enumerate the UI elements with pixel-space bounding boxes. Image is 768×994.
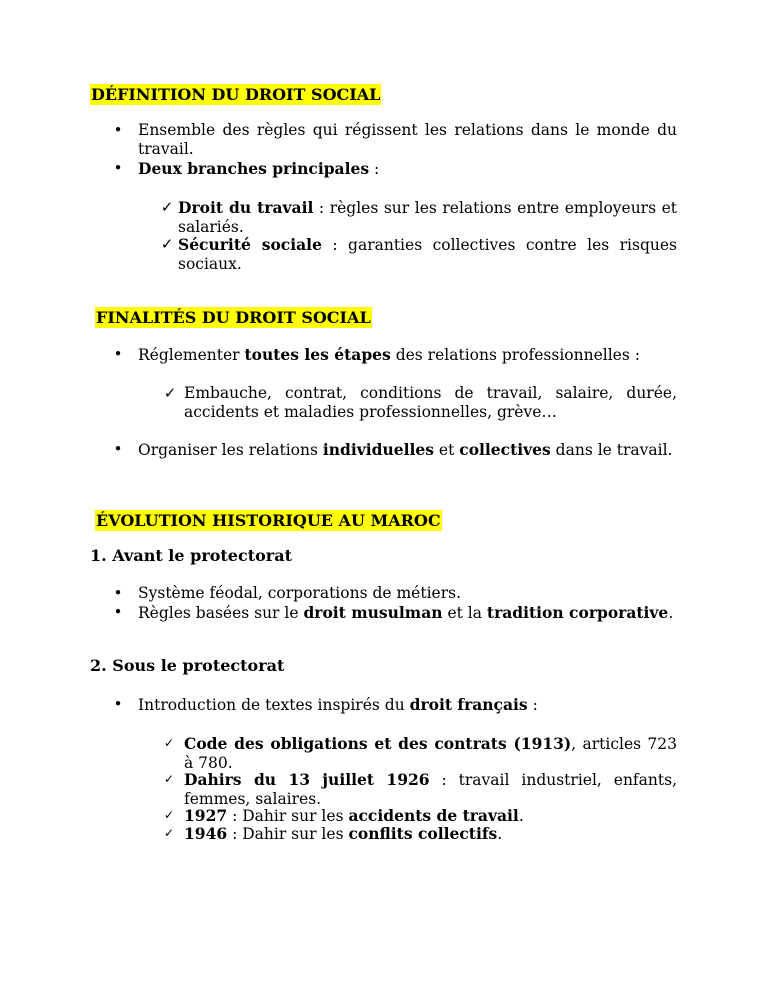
finalites-reglementer-text (138, 345, 677, 365)
bullet-icon: • (113, 121, 123, 139)
bullet-icon: • (113, 345, 123, 363)
plain-text: : (369, 160, 380, 178)
bullet-icon: • (113, 695, 123, 713)
checkmark-icon: ✓ (163, 736, 175, 750)
branch-droit-travail (178, 198, 677, 237)
plain-text: et (433, 441, 460, 459)
plain-text: : travail industriel, enfants, femmes, salaires. (184, 771, 677, 808)
bold-text: Sécurité sociale (178, 235, 322, 254)
bullet-icon: • (113, 603, 123, 621)
section-heading-finalites: FINALITÉS DU DROIT SOCIAL (96, 308, 371, 327)
plain-text: Règles basées sur le (138, 604, 304, 622)
subheading-sous-protectorat: 2. Sous le protectorat (90, 656, 285, 675)
plain-text: : règles sur les relations entre employeurs et salariés. (178, 199, 678, 236)
bullet-icon: • (113, 159, 123, 177)
bold-text: 1946 (184, 824, 228, 843)
definition-branches-text (138, 159, 677, 179)
section-heading-definition: DÉFINITION DU DROIT SOCIAL (91, 85, 381, 104)
texte-dahir-1927 (184, 806, 677, 826)
plain-text: . (518, 807, 524, 825)
plain-text: : garanties collectives contre les risques sociaux. (178, 236, 677, 273)
checkmark-icon: ✓ (160, 198, 174, 216)
texte-dahirs-1926 (184, 770, 677, 809)
checkmark-icon: ✓ (163, 808, 175, 822)
plain-text: : Dahir sur les (227, 825, 349, 843)
finalites-etapes-list: Embauche, contrat, conditions de travail, salaire, durée, accidents et maladies professionnelles, grève… (184, 384, 677, 421)
bold-text: Dahirs du 13 juillet 1926 (184, 770, 430, 789)
plain-text: Organiser les relations (138, 441, 323, 459)
bold-text: conflits collectifs (348, 824, 498, 843)
bold-text: individuelles (322, 440, 434, 459)
plain-text: et la (442, 604, 487, 622)
plain-text: Introduction de textes inspirés du (138, 696, 410, 714)
sous-introduction-textes (138, 695, 677, 715)
avant-systeme-feodal: Système féodal, corporations de métiers. (138, 584, 461, 602)
bullet-icon: • (113, 440, 123, 458)
bullet-icon: • (113, 584, 123, 602)
plain-text: . (497, 825, 503, 843)
section-heading-evolution: ÉVOLUTION HISTORIQUE AU MAROC (96, 511, 441, 530)
checkmark-icon: ✓ (160, 235, 174, 253)
plain-text: , articles 723 à 780. (184, 735, 678, 772)
bold-text: droit français (409, 695, 528, 714)
bold-text: droit musulman (303, 603, 443, 622)
bold-text: Deux branches principales (138, 159, 370, 178)
definition-bullet-text: Ensemble des règles qui régissent les relations dans le monde du travail. (138, 121, 677, 158)
bold-text: 1927 (184, 806, 228, 825)
finalites-organiser-text (138, 440, 698, 460)
bold-text: Code des obligations et des contrats (1913) (184, 734, 572, 753)
branch-securite-sociale (178, 235, 677, 274)
bold-text: collectives (459, 440, 551, 459)
bold-text: toutes les étapes (244, 345, 391, 364)
texte-dahir-1946 (184, 824, 677, 844)
checkmark-icon: ✓ (163, 384, 177, 402)
checkmark-icon: ✓ (163, 826, 175, 840)
texte-code-obligations (184, 734, 677, 773)
subheading-avant-protectorat: 1. Avant le protectorat (90, 546, 292, 565)
bold-text: accidents de travail (348, 806, 519, 825)
avant-regles-basees (138, 603, 677, 623)
plain-text: : (527, 696, 538, 714)
plain-text: . (668, 604, 674, 622)
bold-text: Droit du travail (178, 198, 314, 217)
plain-text: dans le travail. (550, 441, 673, 459)
bold-text: tradition corporative (486, 603, 669, 622)
plain-text: des relations professionnelles : (390, 346, 640, 364)
plain-text: : Dahir sur les (227, 807, 349, 825)
checkmark-icon: ✓ (163, 772, 175, 786)
plain-text: Réglementer (138, 346, 245, 364)
